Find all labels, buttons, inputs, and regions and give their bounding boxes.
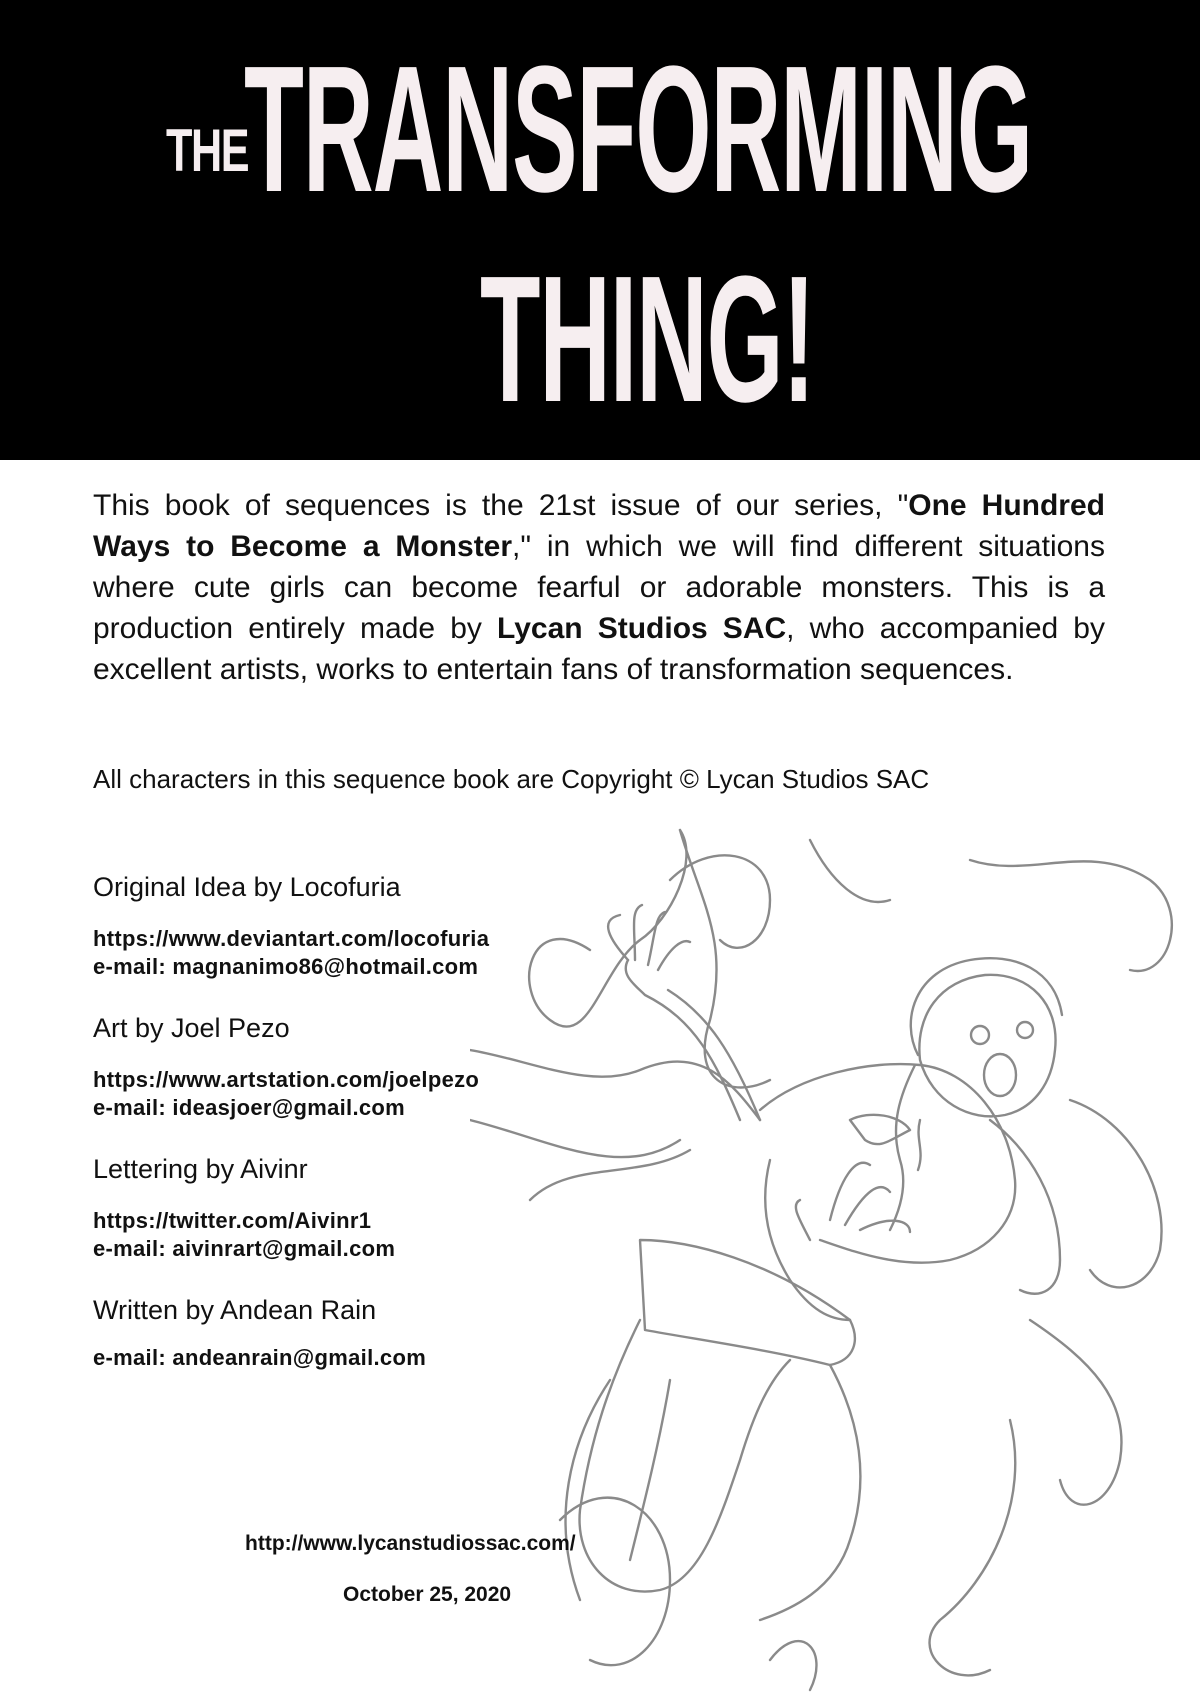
intro-text-1: This book of sequences is the 21st issue of our series, " bbox=[93, 489, 909, 522]
girl-sleeve bbox=[990, 1120, 1060, 1294]
tentacle bbox=[970, 860, 1172, 971]
intro-text-2: ," in which we will find different situations where cute girls can become fearful or adorable monsters. This is a production entirely made by bbox=[93, 530, 1105, 645]
title-line-2: THING! bbox=[480, 239, 815, 440]
credit-email[interactable]: e-mail: andeanrain@gmail.com bbox=[93, 1345, 427, 1370]
intro-paragraph bbox=[93, 485, 1105, 690]
girl-hand-right bbox=[796, 1163, 910, 1240]
tentacle bbox=[470, 1050, 760, 1120]
credit-writing bbox=[93, 1295, 426, 1372]
intro-text-3: , who accompanied by excellent artists, works to entertain fans of transformation sequences. bbox=[93, 612, 1105, 686]
credit-email[interactable]: e-mail: magnanimo86@hotmail.com bbox=[93, 954, 479, 979]
tentacle bbox=[770, 1641, 816, 1690]
credit-email[interactable]: e-mail: ideasjoer@gmail.com bbox=[93, 1095, 405, 1120]
tentacle bbox=[470, 1120, 680, 1157]
credit-link[interactable]: https://www.deviantart.com/locofuria bbox=[93, 926, 490, 951]
girl-eye bbox=[1017, 1022, 1033, 1038]
credit-art bbox=[93, 1013, 479, 1122]
tentacle bbox=[1030, 1320, 1122, 1505]
girl-shirt-knot bbox=[850, 1115, 910, 1144]
copyright-notice: All characters in this sequence book are Copyright © Lycan Studios SAC bbox=[93, 764, 930, 794]
title-banner bbox=[0, 0, 1200, 460]
girl-eye bbox=[971, 1026, 989, 1044]
tentacle bbox=[1070, 1100, 1162, 1287]
credit-email[interactable]: e-mail: aivinrart@gmail.com bbox=[93, 1236, 396, 1261]
girl-braid bbox=[890, 1065, 915, 1230]
tentacle bbox=[670, 855, 770, 948]
publication-date: October 25, 2020 bbox=[343, 1583, 512, 1606]
credit-role: Original Idea by Locofuria bbox=[93, 872, 401, 902]
girl-leg bbox=[630, 1380, 670, 1560]
credit-role: Written by Andean Rain bbox=[93, 1295, 377, 1325]
credit-role: Lettering by Aivinr bbox=[93, 1154, 308, 1184]
girl-arm-left bbox=[626, 960, 740, 1120]
credit-original-idea bbox=[93, 872, 489, 981]
girl-leg bbox=[580, 1320, 790, 1592]
girl-torso bbox=[760, 1064, 1015, 1263]
title-line-1: TRANSFORMING bbox=[244, 29, 1033, 230]
girl-braid bbox=[918, 1120, 921, 1170]
tentacle bbox=[560, 1498, 670, 1666]
girl-leg bbox=[760, 1365, 860, 1620]
credit-link[interactable]: https://twitter.com/Aivinr1 bbox=[93, 1208, 372, 1233]
series-name: One Hundred Ways to Become a Monster bbox=[93, 489, 1105, 563]
girl-shorts bbox=[640, 1240, 855, 1365]
girl-mouth bbox=[984, 1054, 1016, 1096]
title-prefix: THE bbox=[166, 117, 249, 184]
credit-lettering bbox=[93, 1154, 395, 1263]
girl-waist bbox=[765, 1160, 850, 1320]
website-link[interactable]: http://www.lycanstudiossac.com/ bbox=[245, 1532, 576, 1555]
tentacle bbox=[810, 840, 890, 902]
girl-head bbox=[919, 975, 1055, 1117]
character-illustration bbox=[470, 820, 1200, 1700]
studio-name: Lycan Studios SAC bbox=[497, 612, 787, 645]
credit-link[interactable]: https://www.artstation.com/joelpezo bbox=[93, 1067, 480, 1092]
tentacle bbox=[930, 1420, 1016, 1675]
credit-role: Art by Joel Pezo bbox=[93, 1013, 290, 1043]
